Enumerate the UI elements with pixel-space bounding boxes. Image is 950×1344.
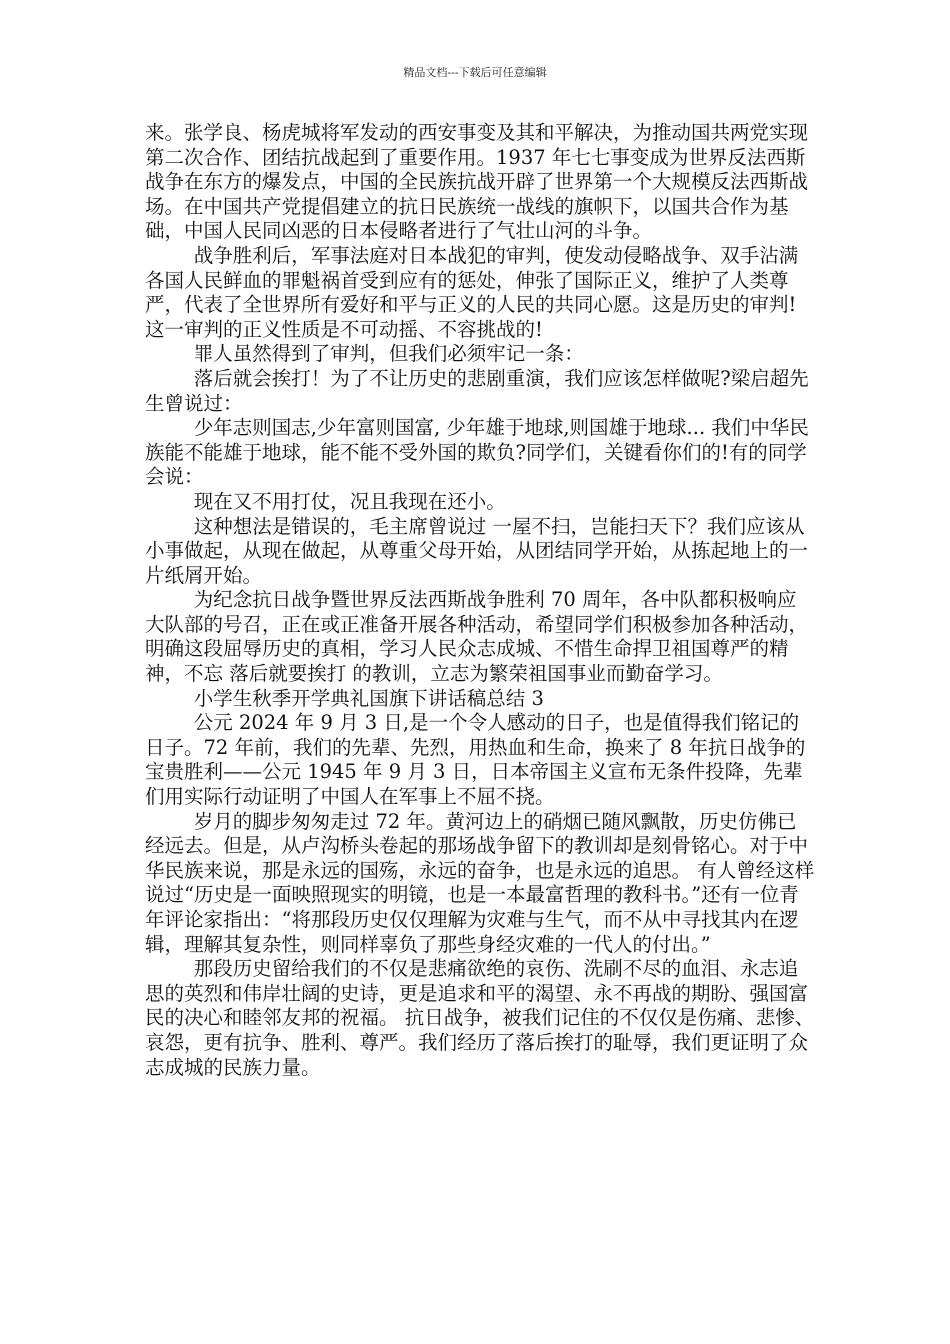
- paragraph-72-years: 岁月的脚步匆匆走过 72 年。黄河边上的硝烟已随风飘散，历史仿佛已经远去。但是，从卢沟桥头卷起的那场战争留下的教训却是刻骨铭心。对于中华民族来说，那是永远的国殇，永远的奋争，也是永远的追思。 有人曾经这样说过“历史是一面映照现实的明镜，也是一本最富哲理的教科书。”还有一位青年评论家指出：“将那段历史仅仅理解为灾难与生气，而不从中寻找其内在逻辑，理解其复杂性，则同样辜负了那些身经灾难的一代人的付出。”: [145, 809, 815, 956]
- paragraph-sept-3: 公元 2024 年 9 月 3 日,是一个令人感动的日子，也是值得我们铭记的日子。72 年前，我们的先辈、先烈，用热血和生命，换来了 8 年抗日战争的宝贵胜利——公元 1945 年 9 月 3 日，日本帝国主义宣布无条件投降，先辈们用实际行动证明了中国人在军事上不屈不挠。: [145, 711, 806, 809]
- page-header: 精品文档---下载后可任意编辑: [403, 66, 547, 79]
- paragraph-mao-quote: 这种想法是错误的，毛主席曾说过 一屋不扫，岂能扫天下？我们应该从小事做起，从现在做起，从尊重父母开始，从团结同学开始，从拣起地上的一片纸屑开始。: [145, 514, 809, 587]
- paragraph-legacy: 那段历史留给我们的不仅是悲痛欲绝的哀伤、洗刷不尽的血泪、永志追思的英烈和伟岸壮阔的史诗，更是追求和平的渴望、永不再战的期盼、强国富民的决心和睦邻友邦的祝福。 抗日战争，被我们记住的不仅仅是伤痛、悲惨、哀怨，更有抗争、胜利、尊严。我们经历了落后挨打的耻辱，我们更证明了众志成城的民族力量。: [145, 957, 815, 1079]
- paragraph-continuation: 来。张学良、杨虎城将军发动的西安事变及其和平解决，为推动国共两党实现第二次合作、团结抗战起到了重要作用。1937 年七七事变成为世界反法西斯战争在东方的爆发点，中国的全民族抗战开辟了世界第一个大规模反法西斯战场。在中国共产党提倡建立的抗日民族统一战线的旗帜下，以国共合作为基础，中国人民同凶恶的日本侵略者进行了气壮山河的斗争。: [145, 121, 809, 243]
- paragraph-student-remark: 现在又不用打仗，况且我现在还小。: [193, 489, 506, 513]
- paragraph-backward-beaten: 落后就会挨打！为了不让历史的悲剧重演，我们应该怎样做呢?梁启超先生曾说过：: [145, 366, 809, 415]
- document-body: [145, 121, 815, 1080]
- paragraph-war-trials: 战争胜利后，军事法庭对日本战犯的审判，使发动侵略战争、双手沾满各国人民鲜血的罪魁祸首受到应有的惩处，伸张了国际正义，维护了人类尊严，代表了全世界所有爱好和平与正义的人民的共同心愿。这是历史的审判!这一审判的正义性质是不可动摇、不容挑战的!: [145, 243, 799, 341]
- section-heading: 小学生秋季开学典礼国旗下讲话稿总结 3: [193, 686, 544, 710]
- paragraph-remember: 罪人虽然得到了审判，但我们必须牢记一条：: [193, 342, 584, 366]
- paragraph-anniversary: 为纪念抗日战争暨世界反法西斯战争胜利 70 周年，各中队都积极响应大队部的号召，正在或正准备开展各种活动，希望同学们积极参加各种活动，明确这段屈辱历史的真相，学习人民众志成城、不惜生命捍卫祖国尊严的精神，不忘 落后就要挨打 的教训，立志为繁荣祖国事业而勤奋学习。: [145, 588, 809, 686]
- paragraph-liang-qichao-quote: 少年志则国志,少年富则国富, 少年雄于地球,则国雄于地球... 我们中华民族能不能雄于地球，能不能不受外国的欺负?同学们，关键看你们的!有的同学会说：: [145, 416, 809, 489]
